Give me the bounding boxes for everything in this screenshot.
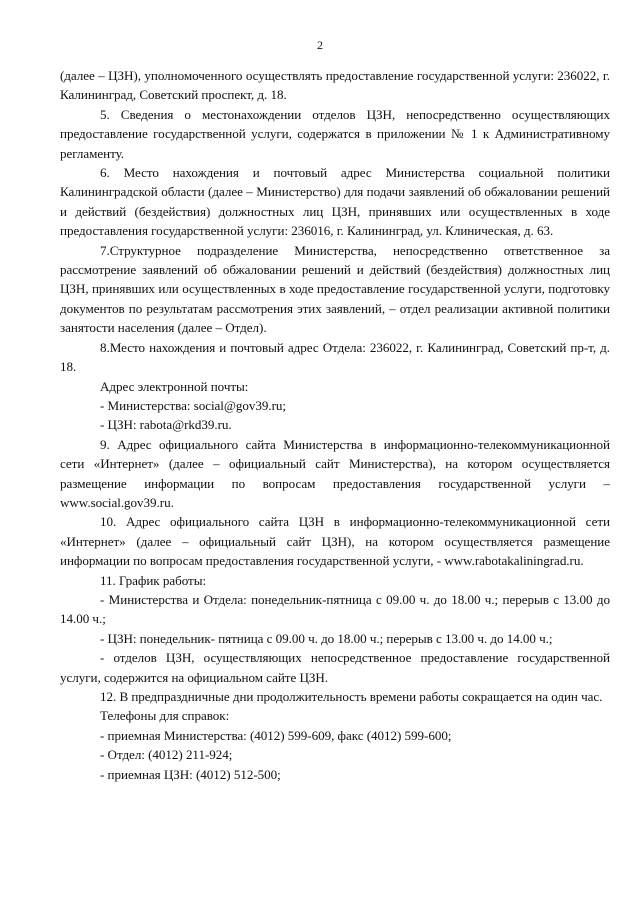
page-number: 2 <box>317 38 323 52</box>
schedule-czn-departments: - отделов ЦЗН, осуществляющих непосредственное предоставление государственной услуги, содержится на официальном сайте ЦЗН. <box>60 650 610 685</box>
email-heading: Адрес электронной почты: <box>100 378 249 394</box>
email-czn: - ЦЗН: rabota@rkd39.ru. <box>100 417 232 433</box>
paragraph-7: 7.Структурное подразделение Министерства, непосредственно ответственное за рассмотрение заявлений об обжаловании решений и действий (бездействия) должностных лиц ЦЗН, принявших или осуществленных в ходе предоставление государственной услуги, подготовку документов по результатам рассмотрения этих заявлений, – отдел реализации активной политики занятости населения (далее – Отдел). <box>60 242 610 336</box>
document-body <box>60 66 610 784</box>
paragraph-12: 12. В предпраздничные дни продолжительность времени работы сокращается на один час. <box>100 689 603 704</box>
email-ministry: - Министерства: social@gov39.ru; <box>100 397 287 413</box>
paragraph-5: 5. Сведения о местонахождении отделов ЦЗН, непосредственно осуществляющих предоставление государственной услуги, содержатся в приложении № 1 к Административному регламенту. <box>60 106 610 161</box>
paragraph-8: 8.Место нахождения и почтовый адрес Отдела: 236022, г. Калининград, Советский пр-т, д. 18. <box>60 339 610 375</box>
phone-ministry: - приемная Министерства: (4012) 599-609, факс (4012) 599-600; <box>100 727 452 743</box>
phone-czn: - приемная ЦЗН: (4012) 512-500; <box>100 766 281 782</box>
paragraph-continuation: (далее – ЦЗН), уполномоченного осуществлять предоставление государственной услуги: 236022, г. Калининград, Советский проспект, д. 18. <box>60 68 610 103</box>
paragraph-10: 10. Адрес официального сайта ЦЗН в информационно-телекоммуникационной сети «Интернет» (далее – официальный сайт ЦЗН), на котором осуществляется размещение информации по вопросам предоставления государственной услуги, - www.rabotakaliningrad.ru. <box>60 514 610 569</box>
phones-heading: Телефоны для справок: <box>100 708 230 724</box>
paragraph-11: 11. График работы: <box>100 572 207 588</box>
schedule-ministry: - Министерства и Отдела: понедельник-пятница с 09.00 ч. до 18.00 ч.; перерыв с 13.00 до 14.00 ч.; <box>60 591 610 627</box>
phone-department: - Отдел: (4012) 211-924; <box>100 747 233 763</box>
paragraph-9: 9. Адрес официального сайта Министерства в информационно-телекоммуникационной сети «Интернет» (далее – официальный сайт Министерства), на котором осуществляется размещение информации по вопросам предоставления государственной услуги – www.social.gov39.ru. <box>60 436 610 510</box>
schedule-czn: - ЦЗН: понедельник- пятница с 09.00 ч. до 18.00 ч.; перерыв с 13.00 ч. до 14.00 ч.; <box>100 630 553 646</box>
paragraph-6: 6. Место нахождения и почтовый адрес Министерства социальной политики Калининградской области (далее – Министерство) для подачи заявлений об обжаловании решений и действий (бездействия) должностных лиц ЦЗН, принявших или осуществленных в ходе предоставления государственной услуги: 236016, г. Калининград, ул. Клиническая, д. 63. <box>60 165 610 239</box>
